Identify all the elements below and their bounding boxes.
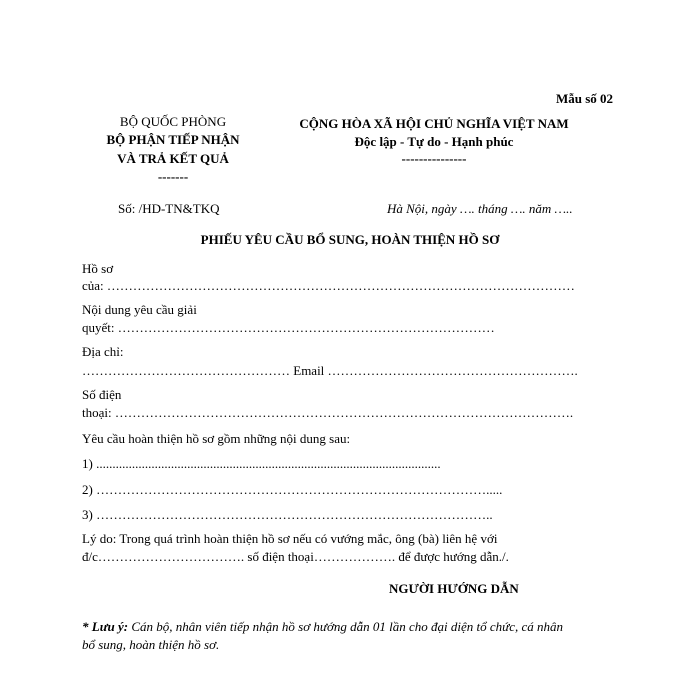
national-separator: ---------------: [401, 151, 467, 166]
address-email-field: ………………………………………… Email ………………………………………………….: [82, 363, 578, 378]
agency-separator: -------: [157, 169, 189, 184]
document-number: Số: /HD-TN&TKQ: [118, 201, 220, 216]
note-text: Cán bộ, nhân viên tiếp nhận hồ sơ hướng dẫn 01 lần cho đại diện tổ chức, cá nhân: [128, 619, 564, 634]
national-title: CỘNG HÒA XÃ HỘI CHỦ NGHĨA VIỆT NAM: [299, 116, 569, 131]
note-line2: bổ sung, hoàn thiện hồ sơ.: [82, 637, 220, 652]
note-line1: [82, 619, 563, 635]
phone-field: thoại: …………………………………………………………………………………………….: [82, 405, 574, 420]
applicant-label: Hồ sơ: [82, 261, 114, 276]
list-item: 2) ……………………………………………………………………………….....: [82, 482, 503, 497]
note-label: * Lưu ý:: [82, 619, 129, 634]
department-name-line1: BỘ PHẬN TIẾP NHẬN: [106, 132, 240, 147]
list-item: 1) ..........................................................................................................: [82, 456, 441, 471]
list-item: 3) ………………………………………………………………………………..: [82, 507, 493, 522]
address-label: Địa chỉ:: [82, 344, 124, 359]
document-title: PHIẾU YÊU CẦU BỔ SUNG, HOÀN THIỆN HỒ SƠ: [200, 232, 500, 247]
department-name-line2: VÀ TRẢ KẾT QUẢ: [117, 151, 229, 166]
ministry-name: BỘ QUỐC PHÒNG: [119, 114, 227, 129]
national-motto: Độc lập - Tự do - Hạnh phúc: [354, 134, 514, 149]
list-intro: Yêu cầu hoàn thiện hồ sơ gồm những nội dung sau:: [82, 431, 351, 446]
request-content-label: Nội dung yêu cầu giải: [82, 302, 197, 317]
form-code: Mẫu số 02: [556, 91, 614, 106]
signer-title: NGƯỜI HƯỚNG DẪN: [389, 581, 519, 596]
phone-label: Số điện: [82, 387, 122, 402]
reason-line2: đ/c……………………………. số điện thoại………………. để được hướng dẫn./.: [82, 549, 509, 564]
reason-line1: Lý do: Trong quá trình hoàn thiện hồ sơ nếu có vướng mắc, ông (bà) liên hệ với: [82, 531, 498, 546]
place-date: Hà Nội, ngày …. tháng …. năm …..: [387, 201, 573, 216]
request-content-field: quyết: ……………………………………………………………………………: [82, 320, 495, 335]
applicant-field: của: ………………………………………………………………………………………………: [82, 278, 575, 293]
